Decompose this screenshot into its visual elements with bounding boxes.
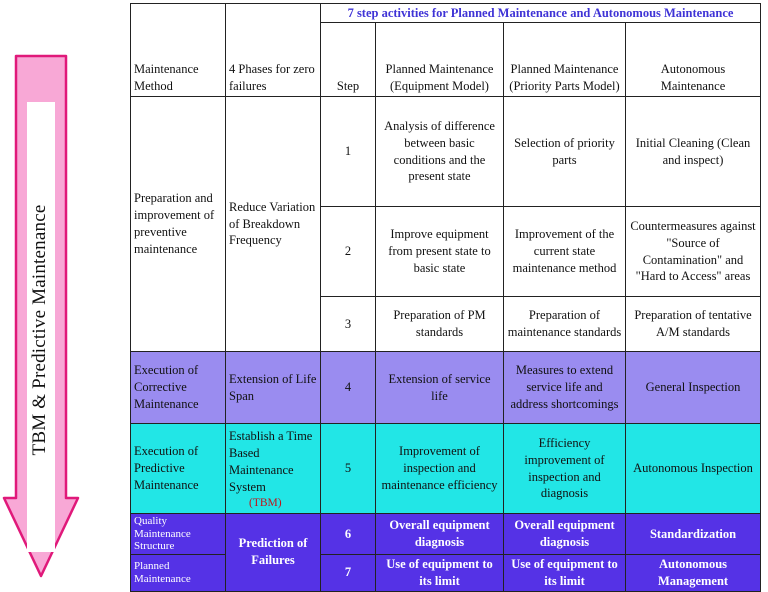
method-predictive: Execution of Predictive Maintenance [131, 424, 226, 514]
down-arrow-icon [0, 0, 130, 584]
equipment-cell: Preparation of PM standards [376, 297, 504, 352]
parts-cell: Selection of priority parts [504, 97, 626, 207]
step-number: 5 [321, 424, 376, 514]
equipment-cell: Extension of service life [376, 352, 504, 424]
step-number: 7 [321, 554, 376, 591]
step-number: 2 [321, 207, 376, 297]
step-number: 6 [321, 514, 376, 555]
autonomous-cell: Preparation of tentative A/M standards [626, 297, 761, 352]
header-planned-parts: Planned Maintenance (Priority Parts Model) [504, 23, 626, 97]
phase-extension: Extension of Life Span [226, 352, 321, 424]
method-corrective: Execution of Corrective Maintenance [131, 352, 226, 424]
header-step: Step [321, 23, 376, 97]
method-quality [131, 514, 226, 555]
equipment-cell: Overall equipment diagnosis [376, 514, 504, 555]
tbm-note: (TBM) [249, 496, 282, 509]
equipment-cell: Use of equipment to its limit [376, 554, 504, 591]
autonomous-cell: Initial Cleaning (Clean and inspect) [626, 97, 761, 207]
side-arrow [0, 0, 130, 584]
autonomous-cell: Countermeasures against "Source of Contamination" and "Hard to Access" areas [626, 207, 761, 297]
autonomous-cell: Standardization [626, 514, 761, 555]
autonomous-cell: Autonomous Management [626, 554, 761, 591]
method-planned: Planned Maintenance [131, 554, 226, 591]
method-preparation: Preparation and improvement of preventive maintenance [131, 97, 226, 352]
method-quality-label: Quality Maintenance Structure [134, 515, 191, 553]
table-row [131, 514, 761, 555]
table-row [131, 97, 761, 207]
equipment-cell: Analysis of difference between basic conditions and the present state [376, 97, 504, 207]
autonomous-cell: General Inspection [626, 352, 761, 424]
parts-cell: Use of equipment to its limit [504, 554, 626, 591]
table-title: 7 step activities for Planned Maintenance and Autonomous Maintenance [321, 4, 761, 23]
table-row [131, 352, 761, 424]
parts-cell: Preparation of maintenance standards [504, 297, 626, 352]
parts-cell: Measures to extend service life and address shortcomings [504, 352, 626, 424]
step-number: 3 [321, 297, 376, 352]
equipment-cell: Improve equipment from present state to basic state [376, 207, 504, 297]
header-phases: 4 Phases for zero failures [226, 4, 321, 97]
phase-prediction: Prediction of Failures [226, 514, 321, 592]
table-row [131, 554, 761, 591]
header-planned-equipment: Planned Maintenance (Equipment Model) [376, 23, 504, 97]
table-title-row [131, 4, 761, 23]
header-autonomous: Autonomous Maintenance [626, 23, 761, 97]
step-number: 4 [321, 352, 376, 424]
parts-cell: Efficiency improvement of inspection and diagnosis [504, 424, 626, 514]
phase-tbm-label: Establish a Time Based Maintenance System [229, 429, 313, 494]
phase-tbm [226, 424, 321, 514]
header-method: Maintenance Method [131, 4, 226, 97]
equipment-cell: Improvement of inspection and maintenance efficiency [376, 424, 504, 514]
maintenance-steps-table [130, 3, 761, 592]
step-number: 1 [321, 97, 376, 207]
autonomous-cell: Autonomous Inspection [626, 424, 761, 514]
table-row [131, 424, 761, 514]
phase-reduce-variation: Reduce Variation of Breakdown Frequency [226, 97, 321, 352]
parts-cell: Overall equipment diagnosis [504, 514, 626, 555]
parts-cell: Improvement of the current state maintenance method [504, 207, 626, 297]
side-label: TBM & Predictive Maintenance [29, 204, 50, 456]
